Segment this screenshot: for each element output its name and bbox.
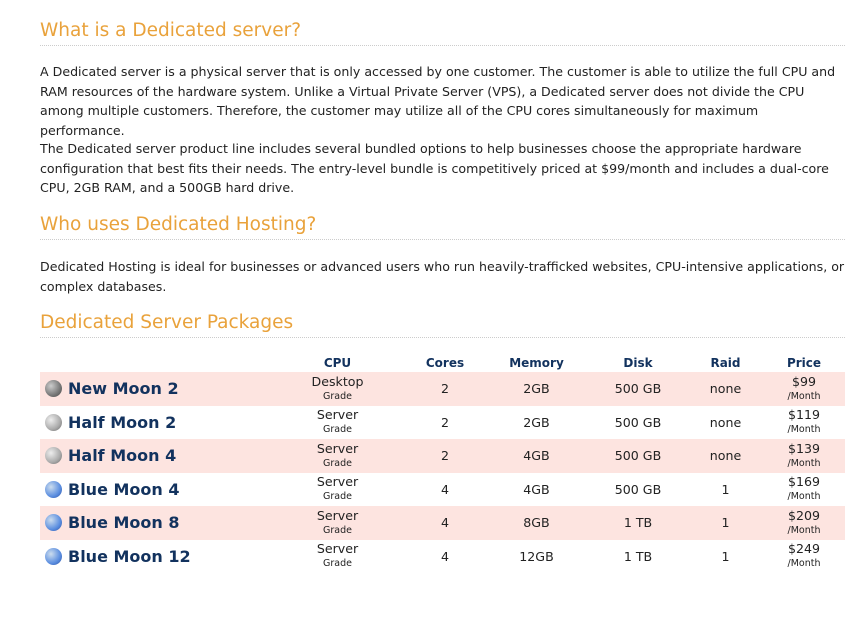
paragraph: The Dedicated server product line includes several bundled options to help businesses choose the appropriate hardware configuration that best fits their needs. The entry-level bundle is competitively priced at $99/month and includes a dual-core CPU, 2GB RAM, and a 500GB hard drive. bbox=[40, 141, 829, 195]
cpu-cell bbox=[270, 473, 405, 507]
price-value: $169 bbox=[787, 474, 821, 490]
table-row bbox=[40, 439, 845, 473]
packages-table bbox=[40, 354, 845, 573]
cpu-grade: Grade bbox=[323, 424, 352, 436]
package-name[interactable] bbox=[40, 372, 270, 406]
price-value: $139 bbox=[787, 440, 821, 456]
memory-cell: 2GB bbox=[485, 372, 588, 406]
raid-cell: none bbox=[688, 439, 763, 473]
blue-moon-icon bbox=[45, 548, 62, 565]
cpu-grade: Grade bbox=[323, 457, 352, 469]
col-name bbox=[40, 354, 270, 372]
cores-cell: 2 bbox=[405, 439, 485, 473]
memory-cell: 4GB bbox=[485, 439, 588, 473]
package-name-label: Blue Moon 12 bbox=[68, 546, 191, 566]
raid-cell: 1 bbox=[688, 506, 763, 540]
new-moon-icon bbox=[45, 380, 62, 397]
package-name-label: Half Moon 4 bbox=[68, 446, 177, 466]
heading-packages: Dedicated Server Packages bbox=[40, 312, 845, 338]
cpu-value: Server bbox=[316, 507, 359, 523]
cpu-cell bbox=[270, 439, 405, 473]
memory-cell: 12GB bbox=[519, 548, 554, 564]
half-moon-icon bbox=[45, 414, 62, 431]
cpu-cell bbox=[270, 406, 405, 440]
price-period: /Month bbox=[787, 558, 821, 570]
cores-cell: 2 bbox=[405, 372, 485, 406]
col-cpu: CPU bbox=[323, 356, 352, 370]
raid-cell: none bbox=[688, 372, 763, 406]
price-value: $249 bbox=[787, 541, 821, 557]
col-disk: Disk bbox=[623, 356, 653, 370]
price-period: /Month bbox=[787, 524, 821, 536]
col-memory: Memory bbox=[509, 356, 564, 370]
memory-cell: 4GB bbox=[523, 481, 550, 497]
price-cell bbox=[763, 439, 845, 473]
col-price: Price bbox=[786, 356, 822, 370]
blue-moon-icon bbox=[45, 514, 62, 531]
raid-cell: 1 bbox=[721, 481, 730, 497]
price-period: /Month bbox=[787, 424, 821, 436]
table-row bbox=[40, 506, 845, 540]
raid-cell: 1 bbox=[721, 548, 730, 564]
cores-cell: 2 bbox=[440, 414, 449, 430]
raid-cell: none bbox=[709, 414, 742, 430]
price-value: $119 bbox=[787, 407, 821, 423]
table-header bbox=[40, 354, 845, 372]
package-name-label: New Moon 2 bbox=[68, 379, 179, 399]
price-value: $209 bbox=[787, 507, 821, 523]
disk-cell: 1 TB bbox=[623, 548, 653, 564]
cpu-grade: Grade bbox=[323, 524, 352, 536]
paragraph: Dedicated Hosting is ideal for businesses or advanced users who run heavily-trafficked websites, CPU-intensive applications, or complex databases. bbox=[40, 259, 845, 294]
table-row bbox=[40, 406, 845, 440]
package-name[interactable] bbox=[40, 473, 270, 507]
cpu-cell bbox=[270, 540, 405, 574]
cpu-grade: Grade bbox=[323, 491, 352, 503]
package-name-label: Blue Moon 4 bbox=[68, 479, 180, 499]
cores-cell: 4 bbox=[440, 548, 449, 564]
cpu-cell bbox=[270, 372, 405, 406]
half-moon-icon bbox=[45, 447, 62, 464]
disk-cell: 500 GB bbox=[614, 414, 662, 430]
package-name[interactable] bbox=[40, 439, 270, 473]
cpu-value: Server bbox=[316, 474, 359, 490]
package-name-label: Blue Moon 8 bbox=[68, 513, 180, 533]
cores-cell: 4 bbox=[405, 506, 485, 540]
table-row bbox=[40, 473, 845, 507]
blue-moon-icon bbox=[45, 481, 62, 498]
price-period: /Month bbox=[787, 457, 821, 469]
cpu-value: Desktop bbox=[311, 373, 364, 389]
price-cell bbox=[763, 406, 845, 440]
cpu-grade: Grade bbox=[323, 390, 352, 402]
package-name-label: Half Moon 2 bbox=[68, 412, 177, 432]
price-cell bbox=[763, 473, 845, 507]
table-row bbox=[40, 540, 845, 574]
cpu-value: Server bbox=[316, 407, 359, 423]
price-cell bbox=[763, 506, 845, 540]
table-row bbox=[40, 372, 845, 406]
cpu-cell bbox=[270, 506, 405, 540]
price-period: /Month bbox=[787, 491, 821, 503]
heading-what-is: What is a Dedicated server? bbox=[40, 20, 845, 46]
price-value: $99 bbox=[791, 373, 817, 389]
col-cores: Cores bbox=[425, 356, 465, 370]
paragraph: A Dedicated server is a physical server that is only accessed by one customer. The customer is able to utilize the full CPU and RAM resources of the hardware system. Unlike a Virtual Private Server (VPS), a Dedicated server does not divide the CPU among multiple customers. Therefore, the customer may utilize all of the CPU cores simultaneously for maximum performance. bbox=[40, 64, 836, 138]
memory-cell: 8GB bbox=[485, 506, 588, 540]
disk-cell: 500 GB bbox=[588, 439, 688, 473]
cores-cell: 4 bbox=[440, 481, 449, 497]
package-name[interactable] bbox=[40, 506, 270, 540]
cpu-value: Server bbox=[316, 440, 359, 456]
package-name[interactable] bbox=[40, 406, 270, 440]
price-cell bbox=[763, 540, 845, 574]
disk-cell: 1 TB bbox=[588, 506, 688, 540]
memory-cell: 2GB bbox=[523, 414, 550, 430]
price-period: /Month bbox=[787, 390, 821, 402]
cpu-grade: Grade bbox=[323, 558, 352, 570]
disk-cell: 500 GB bbox=[614, 481, 662, 497]
heading-who-uses: Who uses Dedicated Hosting? bbox=[40, 214, 845, 240]
disk-cell: 500 GB bbox=[588, 372, 688, 406]
price-cell bbox=[763, 372, 845, 406]
package-name[interactable] bbox=[40, 540, 270, 574]
col-raid: Raid bbox=[710, 356, 741, 370]
cpu-value: Server bbox=[316, 541, 359, 557]
